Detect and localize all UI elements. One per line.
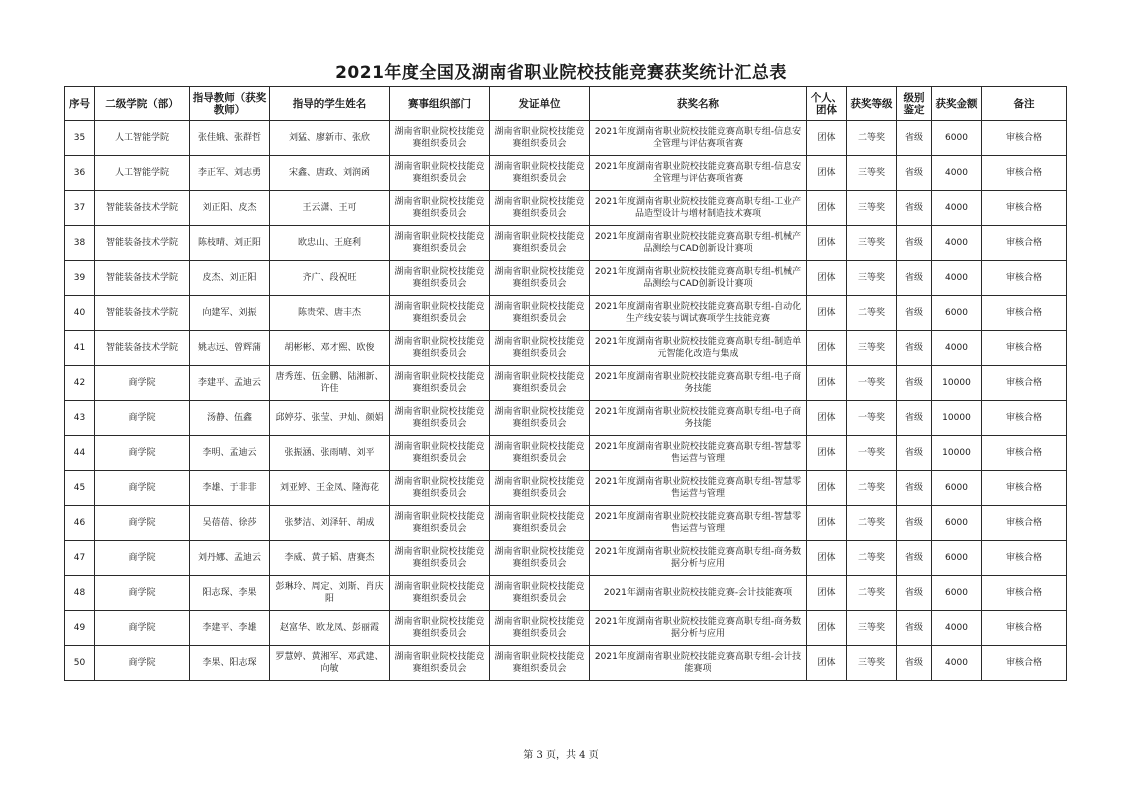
cell-award-name: 2021年度湖南省职业院校技能竞赛高职专组-商务数据分析与应用 — [590, 541, 807, 576]
cell-teacher: 李正军、刘志勇 — [190, 156, 270, 191]
table-row — [65, 541, 1067, 576]
cell-remark: 审核合格 — [982, 296, 1067, 331]
cell-grade: 一等奖 — [847, 366, 897, 401]
table-row — [65, 646, 1067, 681]
cell-organizer: 湖南省职业院校技能竞赛组织委员会 — [390, 331, 490, 366]
cell-issuer: 湖南省职业院校技能竞赛组织委员会 — [490, 296, 590, 331]
cell-level: 省级 — [897, 646, 932, 681]
cell-grade: 三等奖 — [847, 156, 897, 191]
cell-grade: 二等奖 — [847, 296, 897, 331]
cell-students: 欧忠山、王庭利 — [270, 226, 390, 261]
cell-amount: 6000 — [932, 576, 982, 611]
cell-level: 省级 — [897, 436, 932, 471]
cell-issuer: 湖南省职业院校技能竞赛组织委员会 — [490, 541, 590, 576]
cell-organizer: 湖南省职业院校技能竞赛组织委员会 — [390, 401, 490, 436]
cell-college: 智能装备技术学院 — [95, 331, 190, 366]
cell-award-name: 2021年度湖南省职业院校技能竞赛高职专组-信息安全管理与评估赛项省赛 — [590, 121, 807, 156]
cell-type: 团体 — [807, 156, 847, 191]
cell-issuer: 湖南省职业院校技能竞赛组织委员会 — [490, 646, 590, 681]
cell-level: 省级 — [897, 471, 932, 506]
cell-amount: 4000 — [932, 191, 982, 226]
cell-issuer: 湖南省职业院校技能竞赛组织委员会 — [490, 436, 590, 471]
header-level: 级别鉴定 — [897, 87, 932, 121]
cell-remark: 审核合格 — [982, 191, 1067, 226]
cell-students: 彭琳玲、周定、刘斯、肖庆阳 — [270, 576, 390, 611]
cell-grade: 三等奖 — [847, 191, 897, 226]
cell-no: 42 — [65, 366, 95, 401]
cell-organizer: 湖南省职业院校技能竞赛组织委员会 — [390, 471, 490, 506]
cell-type: 团体 — [807, 191, 847, 226]
header-award-name: 获奖名称 — [590, 87, 807, 121]
cell-type: 团体 — [807, 576, 847, 611]
cell-issuer: 湖南省职业院校技能竞赛组织委员会 — [490, 191, 590, 226]
cell-level: 省级 — [897, 226, 932, 261]
header-students: 指导的学生姓名 — [270, 87, 390, 121]
cell-remark: 审核合格 — [982, 261, 1067, 296]
cell-award-name: 2021年度湖南省职业院校技能竞赛高职专组-自动化生产线安装与调试赛项学生技能竞赛 — [590, 296, 807, 331]
cell-grade: 二等奖 — [847, 541, 897, 576]
cell-teacher: 吴蓓蓓、徐莎 — [190, 506, 270, 541]
cell-teacher: 刘丹娜、孟迪云 — [190, 541, 270, 576]
cell-level: 省级 — [897, 506, 932, 541]
cell-award-name: 2021年度湖南省职业院校技能竞赛高职专组-信息安全管理与评估赛项省赛 — [590, 156, 807, 191]
table-row — [65, 401, 1067, 436]
table-row — [65, 156, 1067, 191]
cell-type: 团体 — [807, 121, 847, 156]
table-row — [65, 471, 1067, 506]
cell-type: 团体 — [807, 296, 847, 331]
cell-amount: 6000 — [932, 471, 982, 506]
cell-level: 省级 — [897, 156, 932, 191]
cell-organizer: 湖南省职业院校技能竞赛组织委员会 — [390, 121, 490, 156]
cell-amount: 6000 — [932, 296, 982, 331]
cell-level: 省级 — [897, 261, 932, 296]
cell-organizer: 湖南省职业院校技能竞赛组织委员会 — [390, 296, 490, 331]
header-remark: 备注 — [982, 87, 1067, 121]
cell-remark: 审核合格 — [982, 156, 1067, 191]
cell-grade: 一等奖 — [847, 436, 897, 471]
cell-college: 商学院 — [95, 401, 190, 436]
table-row — [65, 191, 1067, 226]
cell-issuer: 湖南省职业院校技能竞赛组织委员会 — [490, 121, 590, 156]
cell-level: 省级 — [897, 611, 932, 646]
table-row — [65, 121, 1067, 156]
cell-award-name: 2021年度湖南省职业院校技能竞赛高职专组-商务数据分析与应用 — [590, 611, 807, 646]
cell-teacher: 李雄、于非非 — [190, 471, 270, 506]
cell-amount: 6000 — [932, 541, 982, 576]
cell-college: 商学院 — [95, 471, 190, 506]
cell-students: 罗慧婷、黄湘军、邓武建、向敏 — [270, 646, 390, 681]
cell-level: 省级 — [897, 541, 932, 576]
cell-level: 省级 — [897, 366, 932, 401]
cell-remark: 审核合格 — [982, 506, 1067, 541]
cell-issuer: 湖南省职业院校技能竞赛组织委员会 — [490, 401, 590, 436]
cell-type: 团体 — [807, 436, 847, 471]
cell-teacher: 李建平、李雄 — [190, 611, 270, 646]
cell-students: 张振涵、张雨晴、刘平 — [270, 436, 390, 471]
cell-award-name: 2021年度湖南省职业院校技能竞赛高职专组-机械产品测绘与CAD创新设计赛项 — [590, 261, 807, 296]
cell-college: 智能装备技术学院 — [95, 261, 190, 296]
cell-type: 团体 — [807, 541, 847, 576]
cell-amount: 4000 — [932, 646, 982, 681]
cell-college: 人工智能学院 — [95, 121, 190, 156]
cell-college: 商学院 — [95, 506, 190, 541]
cell-award-name: 2021年度湖南省职业院校技能竞赛高职专组-电子商务技能 — [590, 366, 807, 401]
awards-table — [64, 86, 1067, 681]
cell-college: 商学院 — [95, 436, 190, 471]
cell-level: 省级 — [897, 191, 932, 226]
cell-award-name: 2021年湖南省职业院校技能竞赛-会计技能赛项 — [590, 576, 807, 611]
cell-no: 49 — [65, 611, 95, 646]
table-row — [65, 576, 1067, 611]
cell-students: 刘猛、廖新市、张欣 — [270, 121, 390, 156]
header-teacher: 指导教师（获奖教师） — [190, 87, 270, 121]
cell-grade: 三等奖 — [847, 226, 897, 261]
cell-no: 36 — [65, 156, 95, 191]
cell-students: 王云潇、王可 — [270, 191, 390, 226]
cell-type: 团体 — [807, 401, 847, 436]
cell-teacher: 张佳娥、张群哲 — [190, 121, 270, 156]
cell-remark: 审核合格 — [982, 471, 1067, 506]
cell-no: 38 — [65, 226, 95, 261]
cell-issuer: 湖南省职业院校技能竞赛组织委员会 — [490, 471, 590, 506]
cell-award-name: 2021年度湖南省职业院校技能竞赛高职专组-工业产品造型设计与增材制造技术赛项 — [590, 191, 807, 226]
cell-organizer: 湖南省职业院校技能竞赛组织委员会 — [390, 646, 490, 681]
cell-issuer: 湖南省职业院校技能竞赛组织委员会 — [490, 506, 590, 541]
cell-teacher: 汤静、伍鑫 — [190, 401, 270, 436]
cell-college: 商学院 — [95, 541, 190, 576]
header-amount: 获奖金额 — [932, 87, 982, 121]
table-row — [65, 226, 1067, 261]
cell-award-name: 2021年度湖南省职业院校技能竞赛高职专组-机械产品测绘与CAD创新设计赛项 — [590, 226, 807, 261]
cell-no: 50 — [65, 646, 95, 681]
cell-students: 胡彬彬、邓才熙、欧俊 — [270, 331, 390, 366]
cell-level: 省级 — [897, 576, 932, 611]
cell-students: 宋鑫、唐政、刘润函 — [270, 156, 390, 191]
cell-students: 李威、黄子韬、唐赛杰 — [270, 541, 390, 576]
document-title: 2021年度全国及湖南省职业院校技能竞赛获奖统计汇总表 — [335, 63, 787, 83]
cell-remark: 审核合格 — [982, 401, 1067, 436]
header-grade: 获奖等级 — [847, 87, 897, 121]
cell-teacher: 阳志琛、李果 — [190, 576, 270, 611]
cell-type: 团体 — [807, 261, 847, 296]
cell-organizer: 湖南省职业院校技能竞赛组织委员会 — [390, 611, 490, 646]
cell-award-name: 2021年度湖南省职业院校技能竞赛高职专组-智慧零售运营与管理 — [590, 506, 807, 541]
cell-college: 智能装备技术学院 — [95, 191, 190, 226]
cell-teacher: 向建军、刘振 — [190, 296, 270, 331]
table-header-row — [65, 87, 1067, 121]
cell-remark: 审核合格 — [982, 121, 1067, 156]
cell-level: 省级 — [897, 296, 932, 331]
cell-award-name: 2021年度湖南省职业院校技能竞赛高职专组-电子商务技能 — [590, 401, 807, 436]
cell-amount: 10000 — [932, 401, 982, 436]
cell-remark: 审核合格 — [982, 576, 1067, 611]
cell-type: 团体 — [807, 611, 847, 646]
cell-issuer: 湖南省职业院校技能竞赛组织委员会 — [490, 156, 590, 191]
cell-teacher: 皮杰、刘正阳 — [190, 261, 270, 296]
header-college: 二级学院（部） — [95, 87, 190, 121]
cell-teacher: 李建平、孟迪云 — [190, 366, 270, 401]
cell-type: 团体 — [807, 226, 847, 261]
cell-award-name: 2021年度湖南省职业院校技能竞赛高职专组-智慧零售运营与管理 — [590, 436, 807, 471]
cell-organizer: 湖南省职业院校技能竞赛组织委员会 — [390, 506, 490, 541]
cell-students: 赵富华、欧龙凤、彭丽霞 — [270, 611, 390, 646]
cell-teacher: 李果、阳志琛 — [190, 646, 270, 681]
cell-amount: 4000 — [932, 611, 982, 646]
cell-type: 团体 — [807, 506, 847, 541]
cell-organizer: 湖南省职业院校技能竞赛组织委员会 — [390, 366, 490, 401]
cell-type: 团体 — [807, 646, 847, 681]
cell-organizer: 湖南省职业院校技能竞赛组织委员会 — [390, 156, 490, 191]
cell-type: 团体 — [807, 471, 847, 506]
cell-grade: 二等奖 — [847, 506, 897, 541]
cell-organizer: 湖南省职业院校技能竞赛组织委员会 — [390, 191, 490, 226]
cell-organizer: 湖南省职业院校技能竞赛组织委员会 — [390, 541, 490, 576]
cell-students: 刘亚婷、王金凤、隆海花 — [270, 471, 390, 506]
cell-students: 邱婷芬、张莹、尹灿、颜娟 — [270, 401, 390, 436]
cell-issuer: 湖南省职业院校技能竞赛组织委员会 — [490, 226, 590, 261]
cell-issuer: 湖南省职业院校技能竞赛组织委员会 — [490, 611, 590, 646]
cell-remark: 审核合格 — [982, 331, 1067, 366]
cell-no: 47 — [65, 541, 95, 576]
header-issuer: 发证单位 — [490, 87, 590, 121]
cell-type: 团体 — [807, 366, 847, 401]
cell-college: 智能装备技术学院 — [95, 296, 190, 331]
cell-amount: 4000 — [932, 261, 982, 296]
cell-remark: 审核合格 — [982, 646, 1067, 681]
cell-grade: 三等奖 — [847, 261, 897, 296]
cell-no: 46 — [65, 506, 95, 541]
cell-issuer: 湖南省职业院校技能竞赛组织委员会 — [490, 366, 590, 401]
cell-grade: 三等奖 — [847, 331, 897, 366]
cell-organizer: 湖南省职业院校技能竞赛组织委员会 — [390, 226, 490, 261]
page-number-footer: 第 3 页，共 4 页 — [523, 750, 599, 761]
cell-students: 唐秀莲、伍金鹏、陆湘新、许佳 — [270, 366, 390, 401]
table-row — [65, 506, 1067, 541]
cell-no: 37 — [65, 191, 95, 226]
cell-college: 智能装备技术学院 — [95, 226, 190, 261]
cell-teacher: 陈枝晴、刘正阳 — [190, 226, 270, 261]
cell-organizer: 湖南省职业院校技能竞赛组织委员会 — [390, 576, 490, 611]
cell-type: 团体 — [807, 331, 847, 366]
cell-issuer: 湖南省职业院校技能竞赛组织委员会 — [490, 331, 590, 366]
cell-grade: 一等奖 — [847, 401, 897, 436]
cell-amount: 10000 — [932, 436, 982, 471]
cell-level: 省级 — [897, 121, 932, 156]
cell-organizer: 湖南省职业院校技能竞赛组织委员会 — [390, 436, 490, 471]
header-type: 个人、团体 — [807, 87, 847, 121]
cell-amount: 6000 — [932, 506, 982, 541]
cell-organizer: 湖南省职业院校技能竞赛组织委员会 — [390, 261, 490, 296]
cell-amount: 4000 — [932, 331, 982, 366]
cell-no: 35 — [65, 121, 95, 156]
cell-remark: 审核合格 — [982, 541, 1067, 576]
cell-level: 省级 — [897, 331, 932, 366]
cell-students: 张梦洁、刘泽轩、胡成 — [270, 506, 390, 541]
cell-no: 45 — [65, 471, 95, 506]
cell-no: 41 — [65, 331, 95, 366]
table-row — [65, 331, 1067, 366]
cell-amount: 4000 — [932, 226, 982, 261]
cell-remark: 审核合格 — [982, 366, 1067, 401]
cell-college: 商学院 — [95, 366, 190, 401]
header-no: 序号 — [65, 87, 95, 121]
table-row — [65, 261, 1067, 296]
cell-college: 人工智能学院 — [95, 156, 190, 191]
cell-teacher: 刘正阳、皮杰 — [190, 191, 270, 226]
cell-remark: 审核合格 — [982, 611, 1067, 646]
cell-grade: 二等奖 — [847, 471, 897, 506]
table-row — [65, 611, 1067, 646]
cell-amount: 6000 — [932, 121, 982, 156]
cell-no: 39 — [65, 261, 95, 296]
cell-issuer: 湖南省职业院校技能竞赛组织委员会 — [490, 261, 590, 296]
cell-teacher: 姚志远、曾辉蒲 — [190, 331, 270, 366]
cell-grade: 三等奖 — [847, 646, 897, 681]
table-row — [65, 366, 1067, 401]
cell-grade: 二等奖 — [847, 121, 897, 156]
cell-amount: 4000 — [932, 156, 982, 191]
cell-issuer: 湖南省职业院校技能竞赛组织委员会 — [490, 576, 590, 611]
cell-award-name: 2021年度湖南省职业院校技能竞赛高职专组-智慧零售运营与管理 — [590, 471, 807, 506]
cell-college: 商学院 — [95, 611, 190, 646]
cell-grade: 三等奖 — [847, 611, 897, 646]
cell-no: 44 — [65, 436, 95, 471]
cell-no: 40 — [65, 296, 95, 331]
cell-remark: 审核合格 — [982, 436, 1067, 471]
cell-remark: 审核合格 — [982, 226, 1067, 261]
header-organizer: 赛事组织部门 — [390, 87, 490, 121]
cell-students: 陈贵荣、唐丰杰 — [270, 296, 390, 331]
cell-college: 商学院 — [95, 646, 190, 681]
cell-grade: 二等奖 — [847, 576, 897, 611]
cell-award-name: 2021年度湖南省职业院校技能竞赛高职专组-制造单元智能化改造与集成 — [590, 331, 807, 366]
cell-no: 48 — [65, 576, 95, 611]
table-row — [65, 436, 1067, 471]
cell-college: 商学院 — [95, 576, 190, 611]
cell-award-name: 2021年度湖南省职业院校技能竞赛高职专组-会计技能赛项 — [590, 646, 807, 681]
cell-students: 齐广、段祝旺 — [270, 261, 390, 296]
cell-teacher: 李明、孟迪云 — [190, 436, 270, 471]
table-row — [65, 296, 1067, 331]
cell-no: 43 — [65, 401, 95, 436]
cell-level: 省级 — [897, 401, 932, 436]
cell-amount: 10000 — [932, 366, 982, 401]
